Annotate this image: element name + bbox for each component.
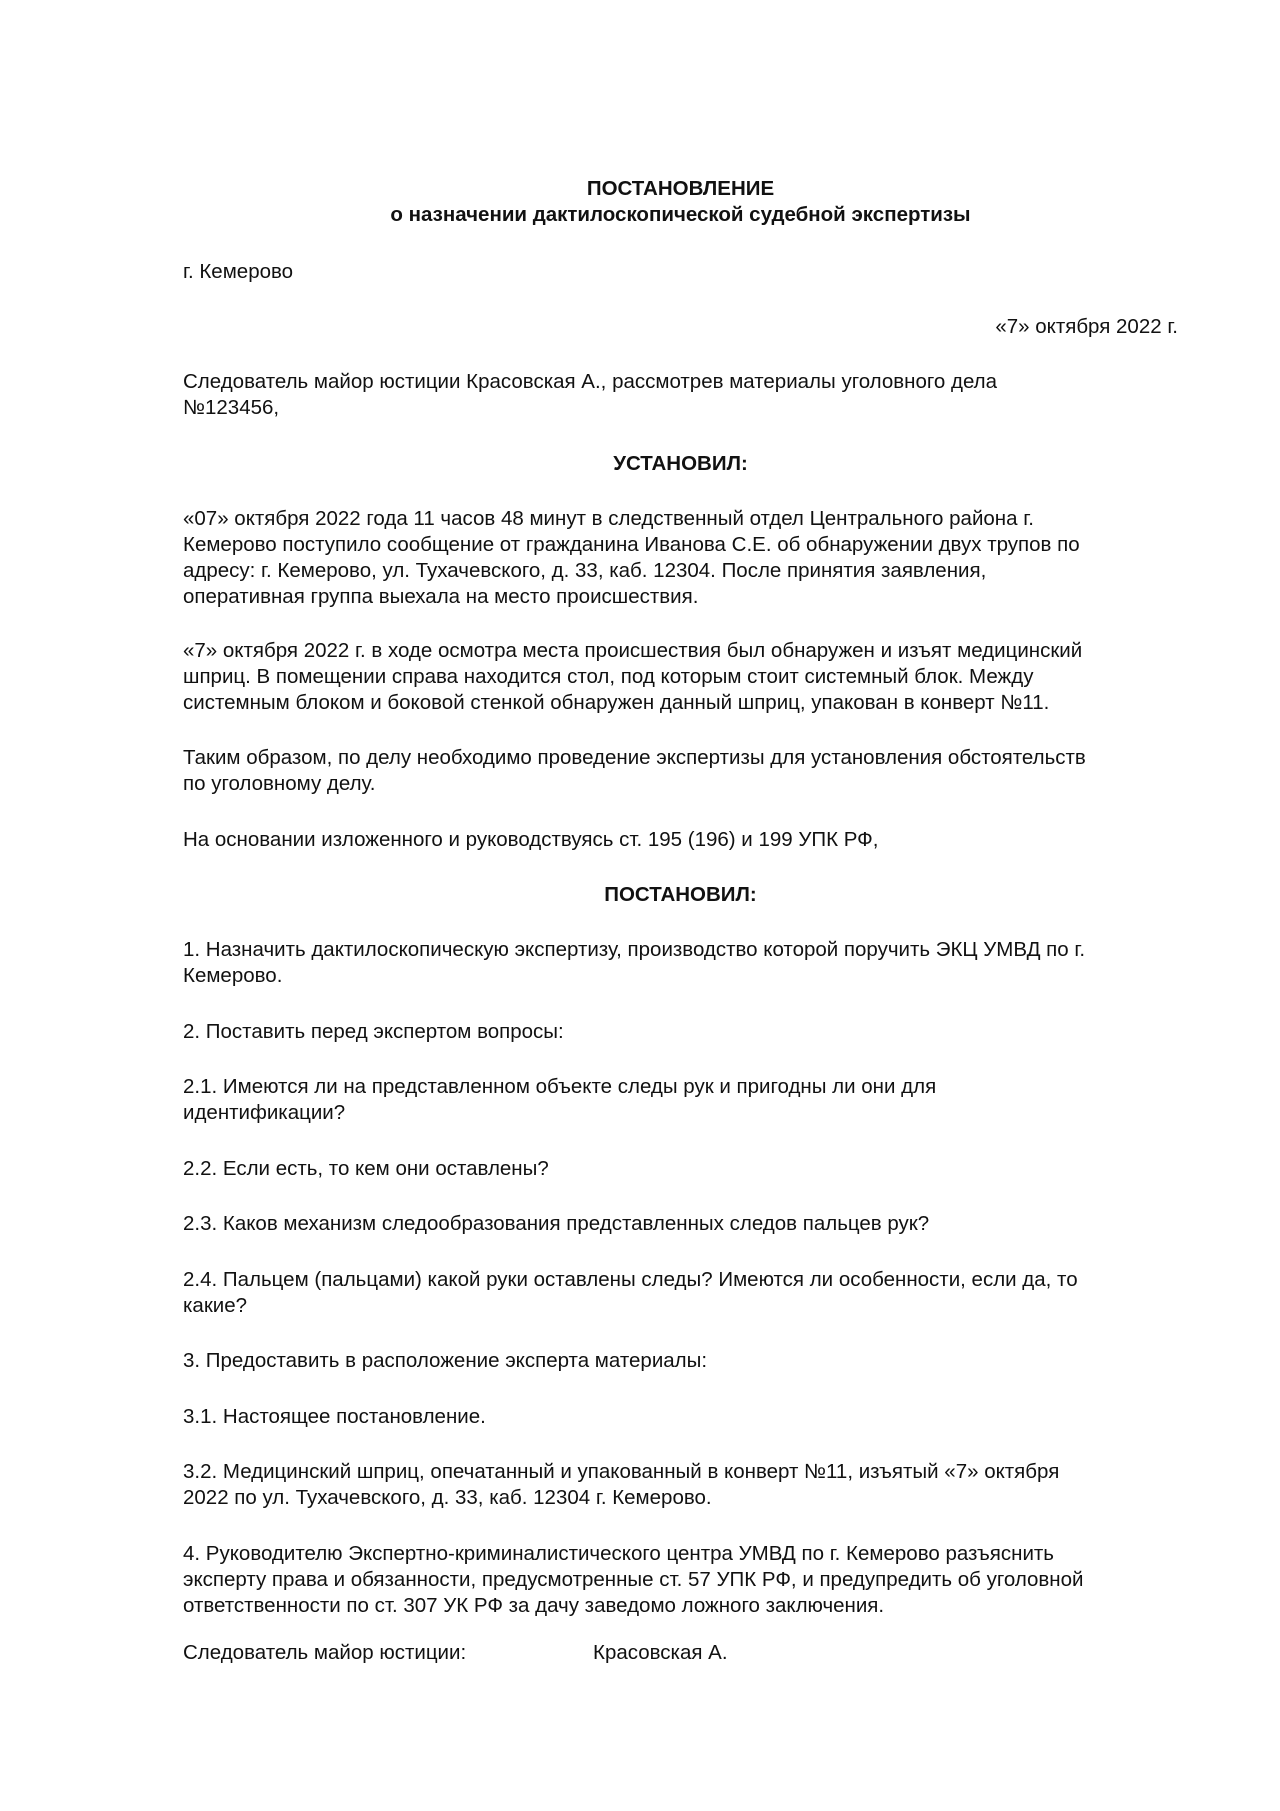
line: 3.1. Настоящее постановление. [183, 1405, 486, 1428]
line: 2.3. Каков механизм следообразования представленных следов пальцев рук? [183, 1212, 930, 1235]
line: Таким образом, по делу необходимо проведение экспертизы для установления обстоятельств [183, 746, 1086, 769]
line: адресу: г. Кемерово, ул. Тухачевского, д. 33, каб. 12304. После принятия заявления, [183, 559, 987, 582]
line: «07» октября 2022 года 11 часов 48 минут в следственный отдел Центрального района г. [183, 507, 1034, 530]
line: Кемерово поступило сообщение от гражданина Иванова С.Е. об обнаружении двух трупов по [183, 533, 1080, 556]
title-text: ПОСТАНОВЛЕНИЕ [586, 177, 775, 200]
line: Следователь майор юстиции Красовская А., рассмотрев материалы уголовного дела [183, 370, 998, 393]
line: 2.1. Имеются ли на представленном объекте следы рук и пригодны ли они для [183, 1075, 937, 1098]
resolution-item [183, 1267, 1178, 1319]
line: «7» октября 2022 г. в ходе осмотра места происшествия был обнаружен и изъят медицинский [183, 639, 1083, 662]
established-heading [183, 451, 1178, 477]
subtitle-text: о назначении дактилоскопической судебной экспертизы [390, 203, 971, 226]
line: оперативная группа выехала на место происшествия. [183, 585, 699, 608]
line: эксперту права и обязанности, предусмотренные ст. 57 УПК РФ, и предупредить об уголовной [183, 1568, 1084, 1591]
paragraph [183, 745, 1178, 797]
resolution-item [183, 1019, 1178, 1045]
city-text: г. Кемерово [183, 260, 294, 283]
line: 2.4. Пальцем (пальцами) какой руки оставлены следы? Имеются ли особенности, если да, то [183, 1268, 1078, 1291]
resolution-item [183, 1541, 1178, 1619]
resolution-item [183, 1459, 1178, 1511]
city [183, 259, 1178, 285]
line: по уголовному делу. [183, 772, 376, 795]
resolution-item [183, 1074, 1178, 1126]
heading-text: УСТАНОВИЛ: [613, 452, 748, 475]
line: 1. Назначить дактилоскопическую экспертизу, производство которой поручить ЭКЦ УМВД по г. [183, 938, 1086, 961]
heading-text: ПОСТАНОВИЛ: [604, 883, 757, 906]
paragraph [183, 506, 1178, 610]
line: 2022 по ул. Тухачевского, д. 33, каб. 12304 г. Кемерово. [183, 1486, 712, 1509]
resolution-item [183, 1404, 1178, 1430]
resolved-heading [183, 882, 1178, 908]
document-title [183, 176, 1178, 228]
line: 3. Предоставить в расположение эксперта материалы: [183, 1349, 708, 1372]
paragraph [183, 638, 1178, 716]
date-text: «7» октября 2022 г. [995, 315, 1178, 338]
intro-paragraph [183, 369, 1178, 421]
line: Кемерово. [183, 964, 283, 987]
resolution-item [183, 1156, 1178, 1182]
signature-line [183, 1640, 1178, 1666]
line: 4. Руководителю Экспертно-криминалистического центра УМВД по г. Кемерово разъяснить [183, 1542, 1054, 1565]
line: 3.2. Медицинский шприц, опечатанный и упакованный в конверт №11, изъятый «7» октября [183, 1460, 1060, 1483]
line: идентификации? [183, 1101, 346, 1124]
resolution-item [183, 1211, 1178, 1237]
signature-role: Следователь майор юстиции: [183, 1641, 467, 1664]
resolution-item [183, 1348, 1178, 1374]
line: шприц. В помещении справа находится стол, под которым стоит системный блок. Между [183, 665, 1034, 688]
line: 2.2. Если есть, то кем они оставлены? [183, 1157, 549, 1180]
line: ответственности по ст. 307 УК РФ за дачу заведомо ложного заключения. [183, 1594, 885, 1617]
resolution-item [183, 937, 1178, 989]
date [183, 314, 1178, 340]
line: На основании изложенного и руководствуясь ст. 195 (196) и 199 УПК РФ, [183, 828, 879, 851]
line: 2. Поставить перед экспертом вопросы: [183, 1020, 564, 1043]
signature-name: Красовская А. [593, 1641, 728, 1664]
paragraph [183, 827, 1178, 853]
line: какие? [183, 1294, 248, 1317]
line: №123456, [183, 396, 280, 419]
line: системным блоком и боковой стенкой обнаружен данный шприц, упакован в конверт №11. [183, 691, 1050, 714]
